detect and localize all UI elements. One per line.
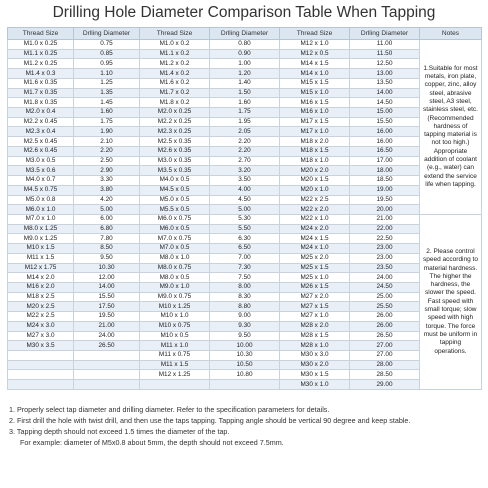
thread-size-cell: M14 x 2.0: [8, 273, 74, 283]
table-row: [8, 302, 482, 312]
drill-diameter-cell: 1.50: [210, 88, 280, 98]
drill-diameter-cell: 1.25: [74, 78, 140, 88]
thread-size-cell: M2.6 x 0.35: [140, 146, 210, 156]
thread-size-cell: M1.0 x 0.2: [140, 40, 210, 50]
thread-size-cell: M2.5 x 0.45: [8, 137, 74, 147]
table-row: [8, 78, 482, 88]
footer-note: For example: diameter of M5x0.8 about 5mm, the depth should not exceed 7.5mm.: [20, 438, 284, 447]
thread-size-cell: M20 x 1.5: [280, 176, 350, 186]
thread-size-cell: M9.0 x 1.0: [140, 282, 210, 292]
drill-diameter-cell: [74, 370, 140, 380]
thread-size-cell: M2.5 x 0.35: [140, 137, 210, 147]
drill-diameter-cell: 24.00: [350, 273, 420, 283]
drill-diameter-cell: 2.05: [210, 127, 280, 137]
drill-diameter-cell: 13.00: [350, 69, 420, 79]
table-row: [8, 253, 482, 263]
drill-diameter-cell: 7.50: [210, 273, 280, 283]
table-row: [8, 137, 482, 147]
thread-size-cell: M1.8 x 0.35: [8, 98, 74, 108]
thread-size-cell: M25 x 1.5: [280, 263, 350, 273]
drill-diameter-cell: 6.30: [210, 234, 280, 244]
drill-diameter-cell: 10.80: [210, 370, 280, 380]
drill-diameter-cell: 6.00: [74, 214, 140, 224]
drill-diameter-cell: 12.00: [74, 273, 140, 283]
thread-size-cell: M28 x 1.5: [280, 331, 350, 341]
thread-size-cell: M4.5 x 0.5: [140, 185, 210, 195]
table-row: [8, 273, 482, 283]
thread-size-cell: M7.0 x 1.0: [8, 214, 74, 224]
thread-size-cell: M1.6 x 0.35: [8, 78, 74, 88]
thread-size-cell: M25 x 2.0: [280, 253, 350, 263]
table-row: [8, 146, 482, 156]
drill-diameter-cell: 5.00: [74, 205, 140, 215]
thread-size-cell: [8, 351, 74, 361]
drill-diameter-cell: 21.00: [350, 214, 420, 224]
thread-size-cell: M5.5 x 0.5: [140, 205, 210, 215]
drill-diameter-cell: 9.00: [210, 312, 280, 322]
thread-size-cell: M10 x 1.5: [8, 244, 74, 254]
table-row: [8, 263, 482, 273]
thread-size-cell: M3.0 x 0.35: [140, 156, 210, 166]
drill-diameter-cell: 4.00: [210, 185, 280, 195]
thread-size-cell: M2.0 x 0.4: [8, 108, 74, 118]
column-header: Drlling Diameter: [350, 28, 420, 40]
thread-size-cell: M14 x 1.0: [280, 69, 350, 79]
table-header-row: [8, 28, 482, 40]
drill-diameter-cell: 4.20: [74, 195, 140, 205]
thread-size-cell: M18 x 2.0: [280, 137, 350, 147]
table-row: [8, 351, 482, 361]
page-title: Drilling Hole Diameter Comparison Table When Tapping: [52, 4, 436, 21]
drill-diameter-cell: 2.50: [74, 156, 140, 166]
drill-diameter-cell: 1.45: [74, 98, 140, 108]
drill-diameter-cell: 1.60: [210, 98, 280, 108]
drill-diameter-cell: 5.50: [210, 224, 280, 234]
thread-size-cell: M2.6 x 0.45: [8, 146, 74, 156]
thread-size-cell: M12 x 0.5: [280, 49, 350, 59]
drill-diameter-cell: 19.50: [350, 195, 420, 205]
thread-size-cell: M5.0 x 0.8: [8, 195, 74, 205]
thread-size-cell: M14 x 1.5: [280, 59, 350, 69]
thread-size-cell: M27 x 1.5: [280, 302, 350, 312]
table-row: [8, 380, 482, 390]
drill-diameter-cell: 7.30: [210, 263, 280, 273]
thread-size-cell: M30 x 3.0: [280, 351, 350, 361]
thread-size-cell: M7.0 x 0.5: [140, 244, 210, 254]
drill-diameter-cell: 10.50: [210, 360, 280, 370]
drill-diameter-cell: 16.50: [350, 146, 420, 156]
thread-size-cell: M26 x 1.5: [280, 282, 350, 292]
table-row: [8, 205, 482, 215]
table-row: [8, 49, 482, 59]
drill-diameter-cell: 3.80: [74, 185, 140, 195]
drill-diameter-cell: 22.50: [350, 234, 420, 244]
drill-diameter-cell: 24.50: [350, 282, 420, 292]
column-header: Drlling Diameter: [210, 28, 280, 40]
thread-size-cell: M28 x 2.0: [280, 321, 350, 331]
thread-size-cell: M11 x 0.75: [140, 351, 210, 361]
table-row: [8, 224, 482, 234]
drill-diameter-cell: 8.00: [210, 282, 280, 292]
thread-size-cell: M6.0 x 0.5: [140, 224, 210, 234]
drill-diameter-cell: 28.50: [350, 370, 420, 380]
thread-size-cell: M3.0 x 0.5: [8, 156, 74, 166]
thread-size-cell: M2.2 x 0.45: [8, 117, 74, 127]
thread-size-cell: M9.0 x 0.75: [140, 292, 210, 302]
thread-size-cell: M1.1 x 0.25: [8, 49, 74, 59]
drill-diameter-cell: 18.50: [350, 176, 420, 186]
drill-diameter-cell: 6.50: [210, 244, 280, 254]
thread-size-cell: M16 x 2.0: [8, 282, 74, 292]
thread-size-cell: M1.7 x 0.2: [140, 88, 210, 98]
thread-size-cell: M3.5 x 0.35: [140, 166, 210, 176]
drill-diameter-cell: 0.75: [74, 40, 140, 50]
footer-notes: [9, 404, 481, 448]
thread-size-cell: M11 x 1.5: [140, 360, 210, 370]
column-header: Thread Size: [280, 28, 350, 40]
thread-size-cell: M2.3 x 0.25: [140, 127, 210, 137]
thread-size-cell: M16 x 1.0: [280, 108, 350, 118]
thread-size-cell: M12 x 1.75: [8, 263, 74, 273]
thread-size-cell: M30 x 1.5: [280, 370, 350, 380]
drill-diameter-cell: 2.20: [210, 146, 280, 156]
thread-size-cell: [8, 360, 74, 370]
drill-diameter-cell: 29.00: [350, 380, 420, 390]
drill-diameter-cell: 26.00: [350, 312, 420, 322]
drill-diameter-cell: 17.50: [74, 302, 140, 312]
drill-diameter-cell: 2.20: [74, 146, 140, 156]
drill-diameter-cell: 8.30: [210, 292, 280, 302]
thread-size-cell: M18 x 2.5: [8, 292, 74, 302]
thread-size-cell: M8.0 x 1.0: [140, 253, 210, 263]
drill-diameter-cell: 14.00: [74, 282, 140, 292]
table-row: [8, 292, 482, 302]
thread-size-cell: [8, 370, 74, 380]
footer-note: 1. Properly select tap diameter and drilling diameter. Refer to the specification parameters for details.: [9, 405, 330, 414]
drill-diameter-cell: 16.00: [350, 137, 420, 147]
drill-diameter-cell: 12.50: [350, 59, 420, 69]
thread-size-cell: M10 x 1.25: [140, 302, 210, 312]
footer-note: 2. First drill the hole with twist drill, and then use the taps tapping. Tapping angle should be vertical 90 degree and keep stable.: [9, 416, 411, 425]
table-row: [8, 88, 482, 98]
table-row: [8, 244, 482, 254]
thread-size-cell: M8.0 x 1.25: [8, 224, 74, 234]
thread-size-cell: M10 x 0.5: [140, 331, 210, 341]
table-row: [8, 185, 482, 195]
thread-size-cell: M17 x 1.0: [280, 127, 350, 137]
drill-diameter-cell: 9.50: [74, 253, 140, 263]
drill-diameter-cell: 17.00: [350, 156, 420, 166]
thread-size-cell: M1.1 x 0.2: [140, 49, 210, 59]
drill-diameter-cell: 14.50: [350, 98, 420, 108]
thread-size-cell: M30 x 1.0: [280, 380, 350, 390]
notes-cell: 1.Suitable for most metals, iron plate, copper, zinc, alloy steel, abrasive steel, A3 steel, stainless steel, etc.(Recommended hardness of tapping material is not too high.) Appropriate addition of coolant (e.g., water) can extend the service life when tapping.: [420, 40, 482, 215]
drill-diameter-cell: 2.10: [74, 137, 140, 147]
drill-diameter-cell: 27.00: [350, 341, 420, 351]
thread-size-cell: M18 x 1.5: [280, 146, 350, 156]
drill-diameter-cell: 22.00: [350, 224, 420, 234]
drill-diameter-cell: 3.30: [74, 176, 140, 186]
drill-diameter-cell: 26.00: [350, 321, 420, 331]
thread-size-cell: M24 x 1.5: [280, 234, 350, 244]
drill-diameter-cell: 2.90: [74, 166, 140, 176]
drill-diameter-cell: 13.50: [350, 78, 420, 88]
thread-size-cell: M28 x 1.0: [280, 341, 350, 351]
table-row: [8, 59, 482, 69]
drill-diameter-cell: 18.00: [350, 166, 420, 176]
thread-size-cell: M17 x 1.5: [280, 117, 350, 127]
drill-diameter-cell: 11.00: [350, 40, 420, 50]
drill-diameter-cell: 25.00: [350, 292, 420, 302]
drill-diameter-cell: 1.40: [210, 78, 280, 88]
table-row: [8, 282, 482, 292]
thread-size-cell: M4.0 x 0.5: [140, 176, 210, 186]
thread-size-cell: M22 x 2.5: [280, 195, 350, 205]
drill-diameter-cell: [74, 351, 140, 361]
drill-diameter-cell: 21.00: [74, 321, 140, 331]
thread-size-cell: M11 x 1.0: [140, 341, 210, 351]
drill-diameter-cell: 8.80: [210, 302, 280, 312]
thread-size-cell: M24 x 2.0: [280, 224, 350, 234]
drill-diameter-cell: 1.10: [74, 69, 140, 79]
footer-note: 3. Tapping depth should not exceed 1.5 times the diameter of the tap.: [9, 427, 230, 436]
thread-size-cell: M22 x 2.0: [280, 205, 350, 215]
thread-size-cell: M10 x 0.75: [140, 321, 210, 331]
thread-size-cell: M27 x 1.0: [280, 312, 350, 322]
drill-diameter-cell: 1.20: [210, 69, 280, 79]
thread-size-cell: M16 x 1.5: [280, 98, 350, 108]
drill-diameter-cell: 4.50: [210, 195, 280, 205]
thread-size-cell: M6.0 x 0.75: [140, 214, 210, 224]
drill-diameter-cell: 2.20: [210, 137, 280, 147]
drill-diameter-cell: 0.80: [210, 40, 280, 50]
drill-diameter-cell: 23.00: [350, 244, 420, 254]
drill-diameter-cell: 6.80: [74, 224, 140, 234]
table-row: [8, 341, 482, 351]
thread-size-cell: M15 x 1.5: [280, 78, 350, 88]
drill-diameter-cell: 19.00: [350, 185, 420, 195]
table-row: [8, 360, 482, 370]
drill-diameter-cell: 15.50: [74, 292, 140, 302]
table-row: [8, 117, 482, 127]
drill-diameter-cell: [210, 380, 280, 390]
thread-size-cell: M1.7 x 0.35: [8, 88, 74, 98]
column-header: Drlling Diameter: [74, 28, 140, 40]
table-row: [8, 108, 482, 118]
drill-diameter-cell: 1.60: [74, 108, 140, 118]
drill-diameter-cell: 16.00: [350, 127, 420, 137]
thread-size-cell: M12 x 1.0: [280, 40, 350, 50]
notes-cell: 2. Please control speed according to material hardness. The higher the hardness, the slower the speed. Fast speed with small torque; slow speed with high torque. The force must be uniform in tapping operations.: [420, 214, 482, 389]
drill-diameter-cell: [74, 360, 140, 370]
drill-diameter-cell: [74, 380, 140, 390]
thread-size-cell: M18 x 1.0: [280, 156, 350, 166]
thread-size-cell: M27 x 3.0: [8, 331, 74, 341]
thread-size-cell: M1.4 x 0.3: [8, 69, 74, 79]
drill-size-table: [7, 27, 482, 390]
table-row: [8, 166, 482, 176]
thread-size-cell: M4.5 x 0.75: [8, 185, 74, 195]
drill-diameter-cell: 5.00: [210, 205, 280, 215]
table-row: [8, 370, 482, 380]
thread-size-cell: M6.0 x 1.0: [8, 205, 74, 215]
table-row: [8, 234, 482, 244]
thread-size-cell: M22 x 1.0: [280, 214, 350, 224]
column-header: Thread Size: [8, 28, 74, 40]
table-row: [8, 69, 482, 79]
table-row: [8, 176, 482, 186]
thread-size-cell: M25 x 1.0: [280, 273, 350, 283]
thread-size-cell: M11 x 1.5: [8, 253, 74, 263]
drill-diameter-cell: 10.30: [210, 351, 280, 361]
thread-size-cell: M24 x 1.0: [280, 244, 350, 254]
drill-diameter-cell: 24.00: [74, 331, 140, 341]
table-row: [8, 195, 482, 205]
drill-diameter-cell: 0.85: [74, 49, 140, 59]
thread-size-cell: M20 x 2.0: [280, 166, 350, 176]
drill-diameter-cell: 23.50: [350, 263, 420, 273]
thread-size-cell: M10 x 1.0: [140, 312, 210, 322]
thread-size-cell: M30 x 2.0: [280, 360, 350, 370]
drill-diameter-cell: 1.00: [210, 59, 280, 69]
drill-diameter-cell: 5.30: [210, 214, 280, 224]
table-row: [8, 214, 482, 224]
thread-size-cell: M2.3 x 0.4: [8, 127, 74, 137]
thread-size-cell: M2.2 x 0.25: [140, 117, 210, 127]
drill-diameter-cell: 10.30: [74, 263, 140, 273]
thread-size-cell: M20 x 2.5: [8, 302, 74, 312]
drill-diameter-cell: 8.50: [74, 244, 140, 254]
column-header: Thread Size: [140, 28, 210, 40]
drill-diameter-cell: 25.50: [350, 302, 420, 312]
thread-size-cell: M3.5 x 0.6: [8, 166, 74, 176]
thread-size-cell: M24 x 3.0: [8, 321, 74, 331]
drill-diameter-cell: 2.70: [210, 156, 280, 166]
table-row: [8, 312, 482, 322]
drill-diameter-cell: 0.95: [74, 59, 140, 69]
thread-size-cell: M8.0 x 0.75: [140, 263, 210, 273]
thread-size-cell: M8.0 x 0.5: [140, 273, 210, 283]
drill-diameter-cell: 1.75: [74, 117, 140, 127]
thread-size-cell: M1.6 x 0.2: [140, 78, 210, 88]
table-row: [8, 331, 482, 341]
table-row: [8, 156, 482, 166]
drill-diameter-cell: 14.00: [350, 88, 420, 98]
drill-diameter-cell: 10.00: [210, 341, 280, 351]
thread-size-cell: M7.0 x 0.75: [140, 234, 210, 244]
drill-diameter-cell: 27.00: [350, 351, 420, 361]
thread-size-cell: M1.2 x 0.25: [8, 59, 74, 69]
thread-size-cell: M22 x 2.5: [8, 312, 74, 322]
table-row: [8, 321, 482, 331]
thread-size-cell: M2.0 x 0.25: [140, 108, 210, 118]
drill-diameter-cell: 9.30: [210, 321, 280, 331]
thread-size-cell: M30 x 3.5: [8, 341, 74, 351]
column-header: Notes: [420, 28, 482, 40]
drill-diameter-cell: 3.50: [210, 176, 280, 186]
drill-diameter-cell: 1.35: [74, 88, 140, 98]
thread-size-cell: M1.2 x 0.2: [140, 59, 210, 69]
drill-diameter-cell: 9.50: [210, 331, 280, 341]
drill-diameter-cell: 26.50: [74, 341, 140, 351]
drill-diameter-cell: 26.50: [350, 331, 420, 341]
drill-diameter-cell: 15.00: [350, 108, 420, 118]
thread-size-cell: [140, 380, 210, 390]
table-row: [8, 40, 482, 50]
drill-diameter-cell: 7.00: [210, 253, 280, 263]
drill-diameter-cell: 19.50: [74, 312, 140, 322]
thread-size-cell: M12 x 1.25: [140, 370, 210, 380]
thread-size-cell: M5.0 x 0.5: [140, 195, 210, 205]
table-row: [8, 98, 482, 108]
drill-diameter-cell: 20.00: [350, 205, 420, 215]
drill-diameter-cell: 3.20: [210, 166, 280, 176]
drill-diameter-cell: 7.80: [74, 234, 140, 244]
drill-diameter-cell: 1.90: [74, 127, 140, 137]
thread-size-cell: [8, 380, 74, 390]
thread-size-cell: M4.0 x 0.7: [8, 176, 74, 186]
drill-diameter-cell: 23.00: [350, 253, 420, 263]
thread-size-cell: M9.0 x 1.25: [8, 234, 74, 244]
thread-size-cell: M1.8 x 0.2: [140, 98, 210, 108]
thread-size-cell: M15 x 1.0: [280, 88, 350, 98]
drill-diameter-cell: 11.50: [350, 49, 420, 59]
drill-diameter-cell: 28.00: [350, 360, 420, 370]
thread-size-cell: M27 x 2.0: [280, 292, 350, 302]
drill-diameter-cell: 1.95: [210, 117, 280, 127]
thread-size-cell: M20 x 1.0: [280, 185, 350, 195]
table-row: [8, 127, 482, 137]
drill-diameter-cell: 1.75: [210, 108, 280, 118]
drill-diameter-cell: 0.90: [210, 49, 280, 59]
thread-size-cell: M1.4 x 0.2: [140, 69, 210, 79]
thread-size-cell: M1.0 x 0.25: [8, 40, 74, 50]
drill-diameter-cell: 15.50: [350, 117, 420, 127]
